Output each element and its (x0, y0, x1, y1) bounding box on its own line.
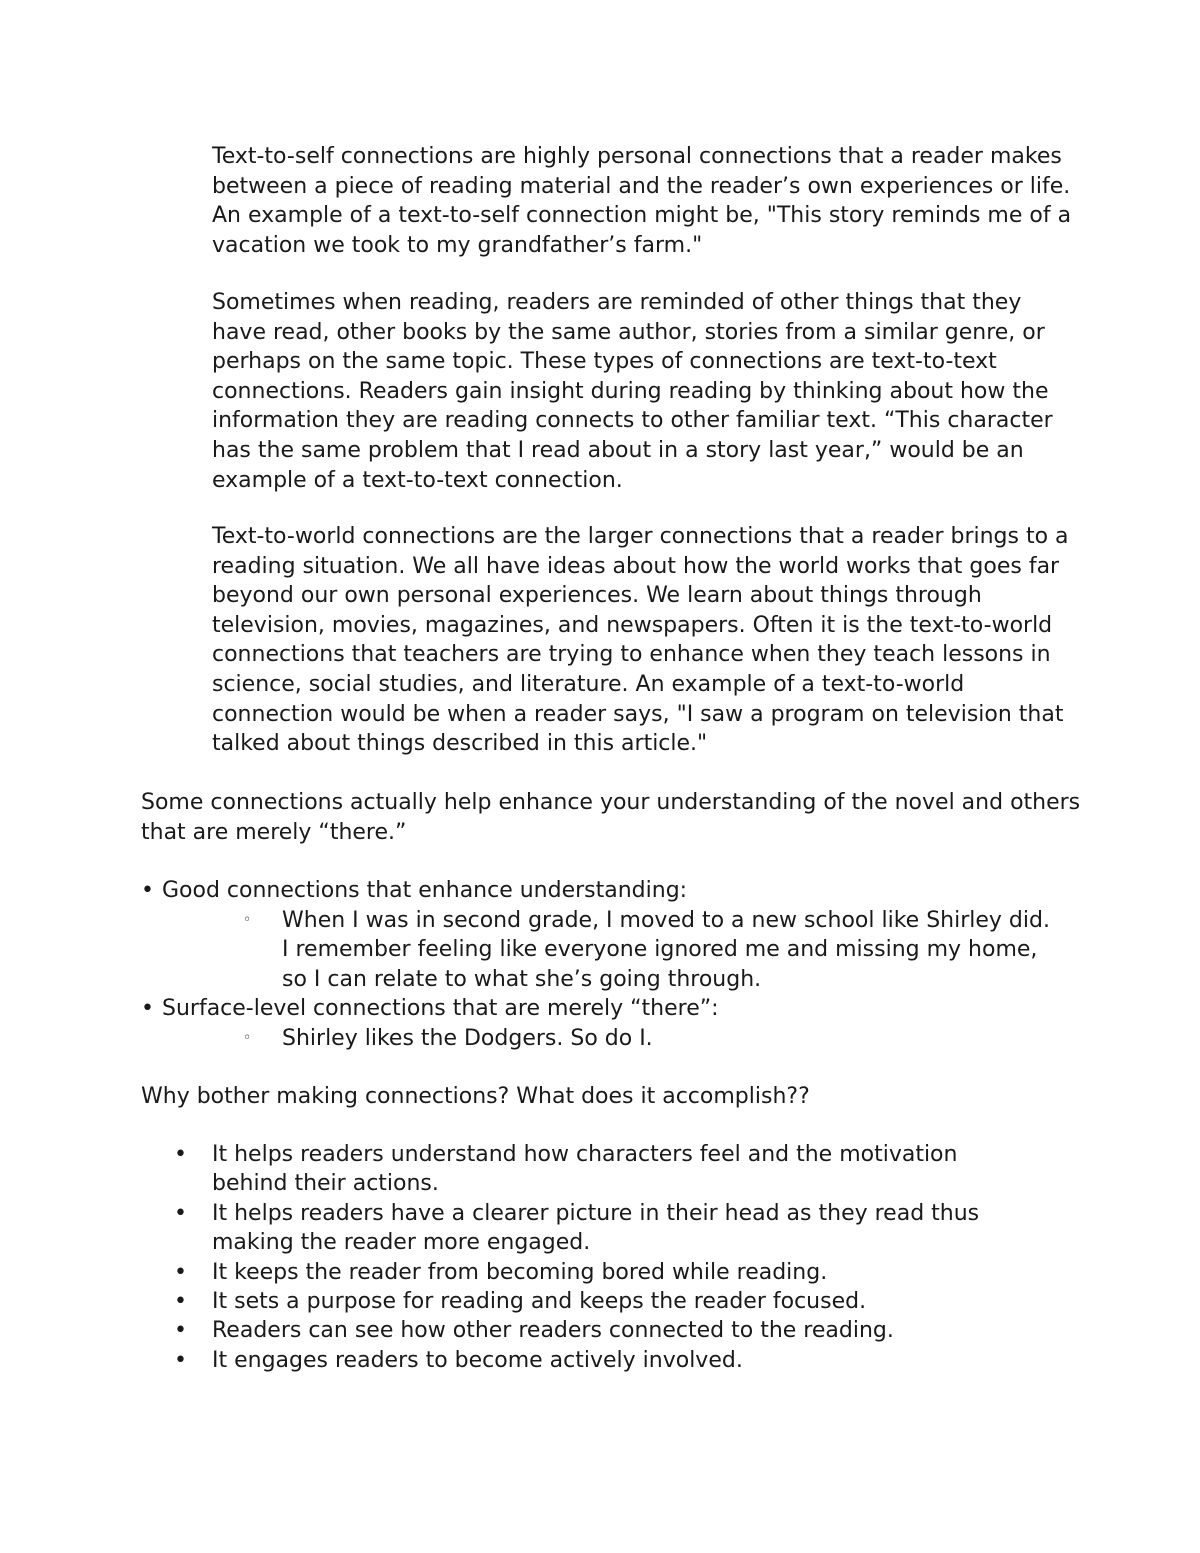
circle-bullet-icon: ◦ (243, 911, 252, 928)
connection-types-list (141, 876, 1081, 1054)
list-item-text: It helps readers understand how characters feel and the motivation behind their actions. (212, 1142, 958, 1197)
why-question: Why bother making connections? What does it accomplish?? (141, 1084, 810, 1109)
bullet-icon: • (174, 1259, 187, 1285)
list-item (141, 1316, 1012, 1345)
surface-connections-label: Surface-level connections that are merely “there”: (162, 996, 719, 1022)
why-reasons-list (141, 1140, 1081, 1375)
surface-example-text: Shirley likes the Dodgers. So do I. (282, 1025, 653, 1051)
list-item (141, 1140, 1012, 1199)
list-item-text: Readers can see how other readers connected to the reading. (212, 1318, 894, 1344)
text-to-self-paragraph: Text-to-self connections are highly personal connections that a reader makes between a piece of reading material and the reader’s own experiences or life. An example of a text-to-self connection might be, "This story reminds me of a vacation we took to my grandfather’s farm." (212, 144, 1072, 258)
list-item (141, 1287, 1012, 1316)
connections-intro-paragraph: Some connections actually help enhance your understanding of the novel and others that are merely “there.” (141, 790, 1081, 845)
bullet-icon: • (141, 878, 154, 903)
good-connections-item (141, 876, 1081, 906)
bullet-icon: • (174, 1142, 187, 1167)
list-item-text: It sets a purpose for reading and keeps the reader focused. (212, 1289, 867, 1315)
list-item-text: It helps readers have a clearer picture in their head as they read thus making the reader more engaged. (212, 1200, 980, 1256)
list-item (141, 1199, 1012, 1258)
list-item (141, 1258, 1012, 1287)
list-item (141, 1346, 1012, 1375)
circle-bullet-icon: ◦ (243, 1029, 252, 1046)
bullet-icon: • (141, 996, 154, 1022)
list-item-text: It engages readers to become actively involved. (212, 1347, 743, 1373)
text-to-world-paragraph: Text-to-world connections are the larger connections that a reader brings to a reading situation. We all have ideas about how the world works that goes far beyond our own personal experiences. We learn about things through television, movies, magazines, and newspapers. Often it is the text-to-world connections that teachers are trying to enhance when they teach lessons in science, social studies, and literature. An example of a text-to-world connection would be when a reader says, "I saw a program on television that talked about things described in this article." (212, 524, 1069, 757)
list-item-text: It keeps the reader from becoming bored while reading. (212, 1259, 828, 1285)
good-example-text: When I was in second grade, I moved to a new school like Shirley did. I remember feeling like everyone ignored me and missing my home, so I can relate to what she’s going through. (282, 907, 1050, 992)
good-connections-label: Good connections that enhance understanding: (162, 878, 688, 903)
text-to-text-paragraph: Sometimes when reading, readers are reminded of other things that they have read, other books by the same author, stories from a similar genre, or perhaps on the same topic. These types of connections are text-to-text connections. Readers gain insight during reading by thinking about how the information they are reading connects to other familiar text. “This character has the same problem that I read about in a story last year,” would be an example of a text-to-text connection. (212, 290, 1053, 493)
bullet-icon: • (174, 1200, 187, 1226)
surface-connections-item (141, 994, 1081, 1024)
bullet-icon: • (174, 1347, 187, 1373)
surface-connection-example (141, 1024, 1062, 1054)
bullet-icon: • (174, 1289, 187, 1315)
good-connection-example (141, 906, 1062, 995)
bullet-icon: • (174, 1318, 187, 1344)
